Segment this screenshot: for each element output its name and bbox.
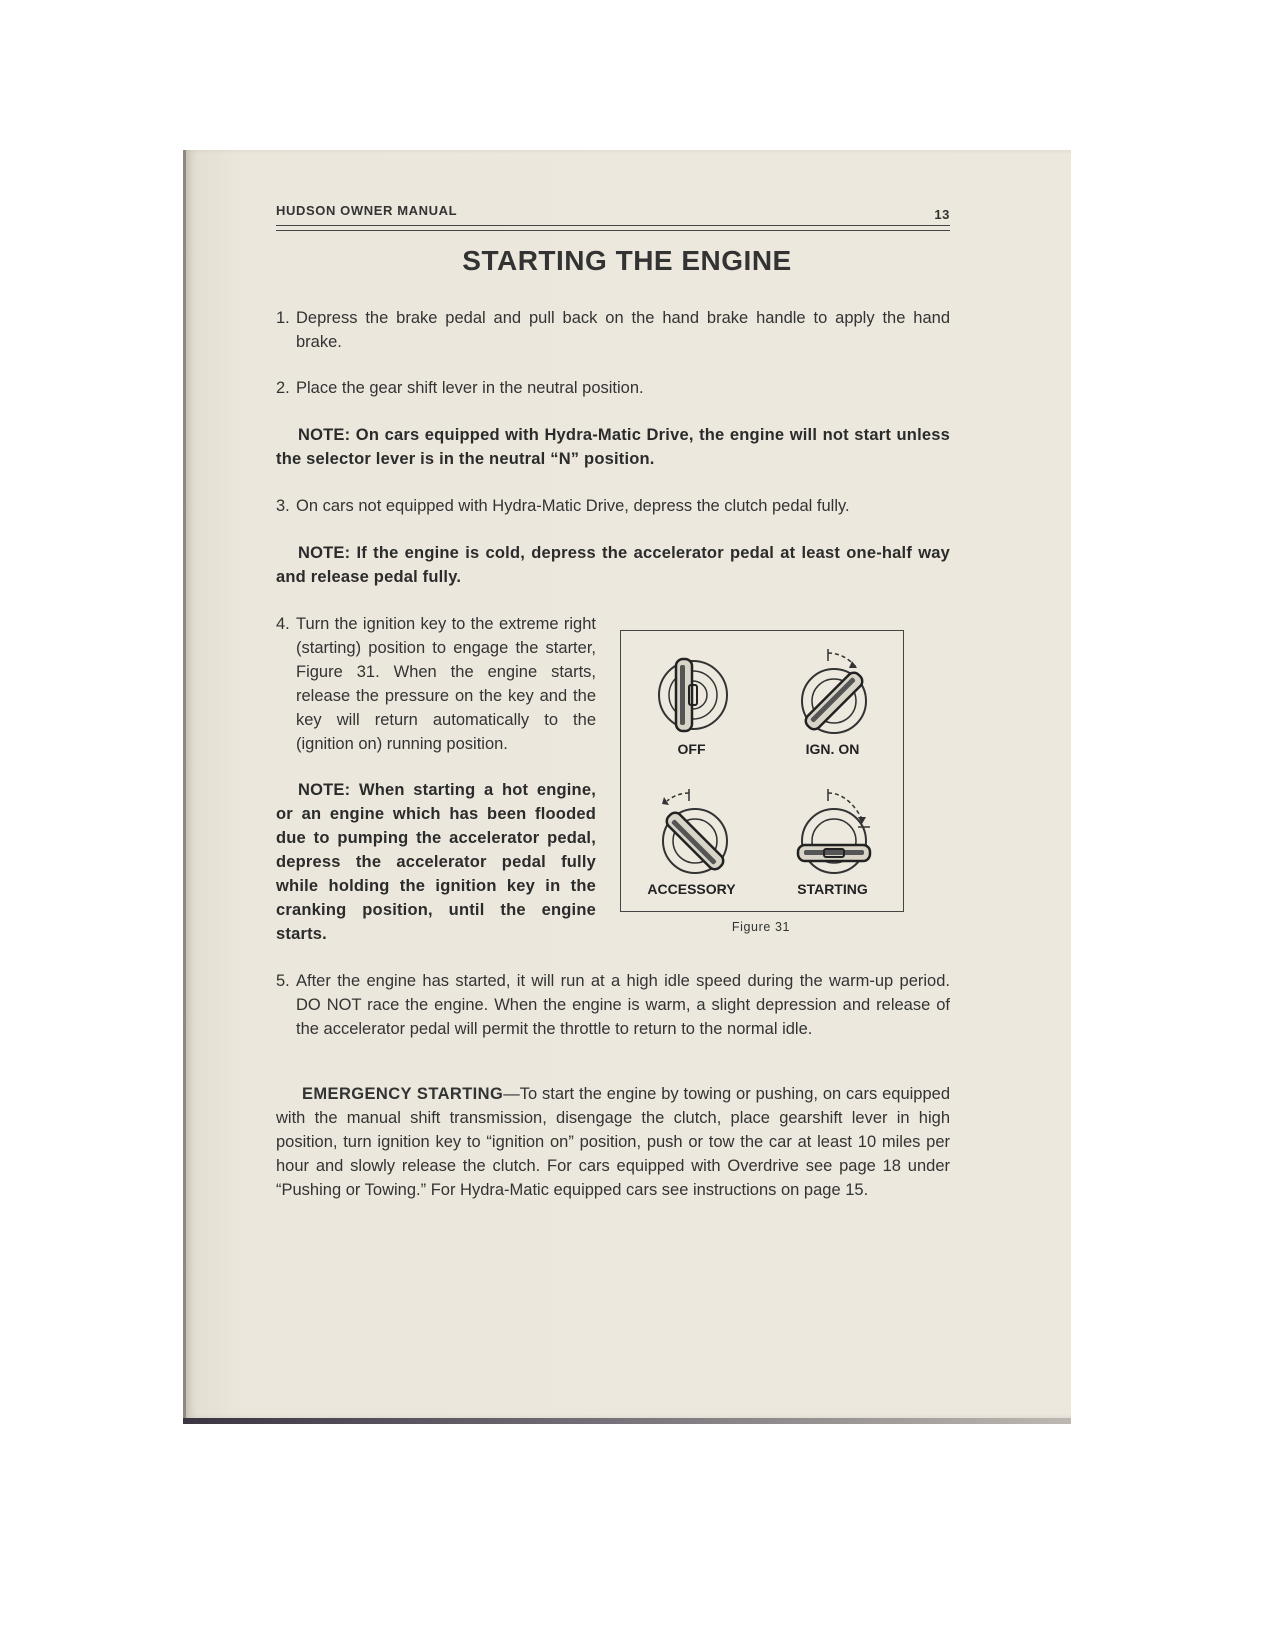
label-starting: STARTING [797, 881, 868, 897]
page-left-edge [183, 150, 186, 1418]
emergency-starting-text: —To start the engine by towing or pushing, on cars equipped with the manual shift transmission, disengage the clutch, place gearshift lever in high position, turn ignition key to “ignition on” position, push or tow the car at least 10 miles per hour and slowly release the clutch. For cars equipped with Overdrive see page 18 under “Pushing or Towing.” For Hydra-Matic equipped cars see instructions on page 15. [276, 1085, 950, 1199]
manual-page [183, 150, 1071, 1418]
step-2-text: Place the gear shift lever in the neutral position. [296, 379, 644, 397]
step-1 [276, 306, 950, 354]
label-off: OFF [677, 741, 706, 757]
ignition-switch-starting-icon [784, 785, 880, 881]
figure-31-ignition-positions [620, 630, 904, 912]
label-ign-on: IGN. ON [805, 741, 860, 757]
figure-caption: Figure 31 [731, 920, 791, 934]
emergency-starting-paragraph [276, 1082, 950, 1202]
step-2 [276, 376, 950, 400]
manual-title: HUDSON OWNER MANUAL [276, 203, 458, 218]
ignition-switch-accessory-icon [643, 785, 739, 881]
page-bottom-edge [183, 1418, 1071, 1424]
ignition-on-cell [762, 631, 903, 771]
running-header [276, 203, 950, 222]
step-4 [276, 612, 596, 756]
step-4-number: 4. [276, 615, 290, 633]
ignition-accessory-cell [621, 771, 762, 911]
header-rule [276, 225, 950, 231]
step-1-text: Depress the brake pedal and pull back on the hand brake handle to apply the hand brake. [296, 309, 950, 351]
step-5-text: After the engine has started, it will run at a high idle speed during the warm-up period. DO NOT race the engine. When the engine is warm, a slight depression and release of the accelerator pedal will permit the throttle to return to the normal idle. [296, 972, 950, 1038]
step-5 [276, 969, 950, 1041]
label-accessory: ACCESSORY [647, 881, 736, 897]
step-2-number: 2. [276, 379, 290, 397]
note-hot-engine: NOTE: When starting a hot engine, or an engine which has been flooded due to pumping the accelerator pedal, depress the accelerator pedal fully while holding the ignition key in the cranking position, until the engine starts. [276, 781, 596, 943]
page-title: STARTING THE ENGINE [462, 245, 792, 276]
step-3-text: On cars not equipped with Hydra-Matic Drive, depress the clutch pedal fully. [296, 497, 850, 515]
note-hydra-matic: NOTE: On cars equipped with Hydra-Matic Drive, the engine will not start unless the selector lever is in the neutral “N” position. [276, 426, 950, 468]
step-3 [276, 494, 950, 518]
step-1-number: 1. [276, 309, 290, 327]
ignition-switch-off-icon [643, 645, 739, 741]
step-3-number: 3. [276, 497, 290, 515]
ignition-starting-cell [762, 771, 903, 911]
ignition-switch-on-icon [784, 645, 880, 741]
page-number: 13 [934, 207, 950, 222]
ignition-off-cell [621, 631, 762, 771]
note-cold-engine: NOTE: If the engine is cold, depress the accelerator pedal at least one-half way and release pedal fully. [276, 544, 950, 586]
step-5-number: 5. [276, 972, 290, 990]
step-4-text: Turn the ignition key to the extreme right (starting) position to engage the starter, Figure 31. When the engine starts, release the pressure on the key and the key will return automatically to the (ignition on) running position. [296, 615, 596, 753]
emergency-starting-heading: EMERGENCY STARTING [302, 1085, 504, 1103]
